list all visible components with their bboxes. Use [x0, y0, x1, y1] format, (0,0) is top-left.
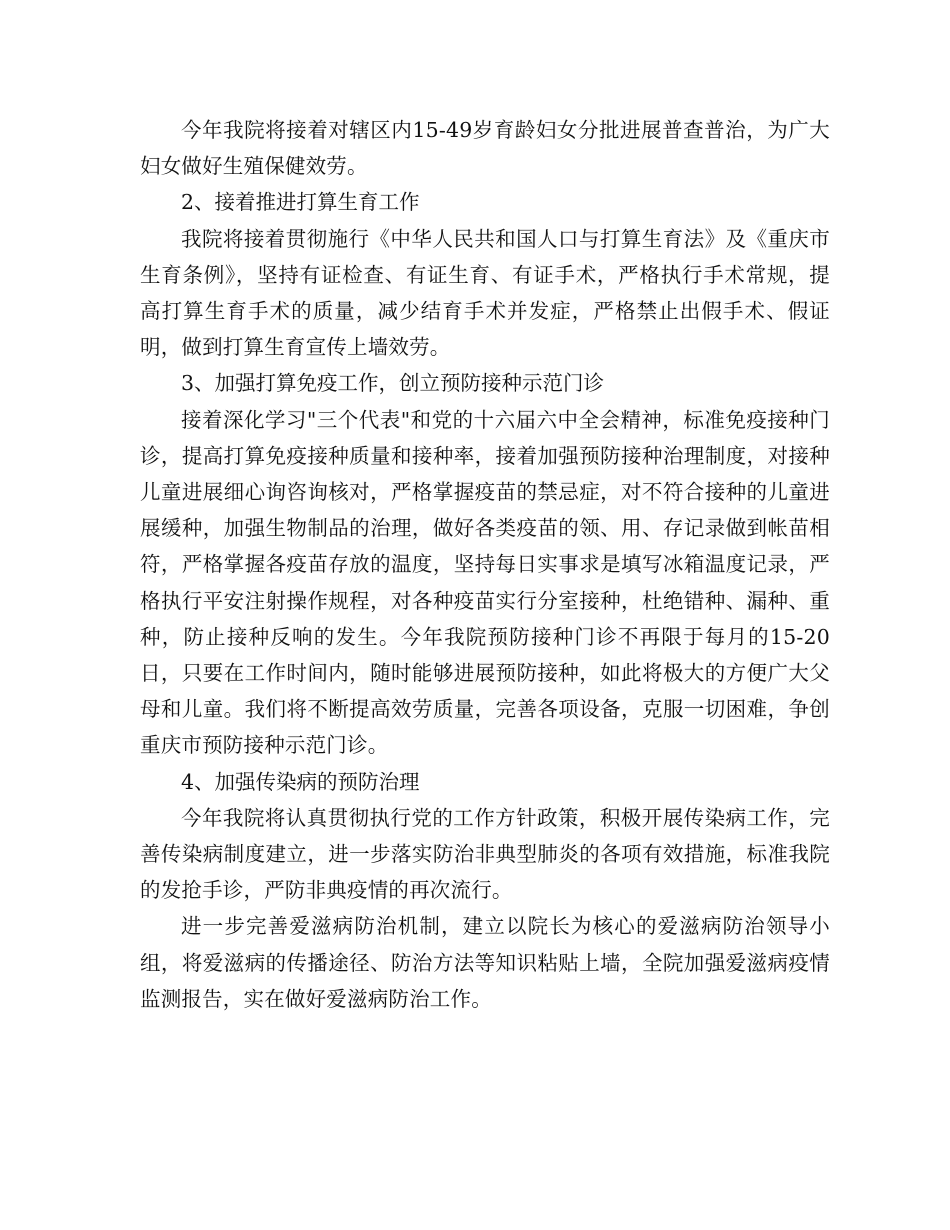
paragraph-family-planning: 我院将接着贯彻施行《中华人民共和国人口与打算生育法》及《重庆市生育条例》，坚持有证检查、有证生育、有证手术，严格执行手术常规，提高打算生育手术的质量，减少结育手术并发症，严格禁止出假手术、假证明，做到打算生育宣传上墙效劳。 [140, 226, 830, 360]
heading-immunization: 3、加强打算免疫工作，创立预防接种示范门诊 [181, 371, 605, 396]
paragraph-infectious-disease: 今年我院将认真贯彻执行党的工作方针政策，积极开展传染病工作，完善传染病制度建立，进一步落实防治非典型肺炎的各项有效措施，标准我院的发抢手诊，严防非典疫情的再次流行。 [140, 805, 830, 903]
heading-family-planning: 2、接着推进打算生育工作 [181, 190, 420, 215]
document-page [140, 112, 830, 1017]
heading-infectious-disease: 4、加强传染病的预防治理 [181, 769, 420, 794]
paragraph-aids-prevention: 进一步完善爱滋病防治机制，建立以院长为核心的爱滋病防治领导小组，将爱滋病的传播途径、防治方法等知识粘贴上墙，全院加强爱滋病疫情监测报告，实在做好爱滋病防治工作。 [140, 914, 830, 1011]
paragraph-immunization: 接着深化学习"三个代表"和党的十六届六中全会精神，标准免疫接种门诊，提高打算免疫接种质量和接种率，接着加强预防接种治理制度，对接种儿童进展细心询咨询核对，严格掌握疫苗的禁忌症，对不符合接种的儿童进展缓种，加强生物制品的治理，做好各类疫苗的领、用、存记录做到帐苗相符，严格掌握各疫苗存放的温度，坚持每日实事求是填写冰箱温度记录，严格执行平安注射操作规程，对各种疫苗实行分室接种，杜绝错种、漏种、重种，防止接种反响的发生。今年我院预防接种门诊不再限于每月的15-20日，只要在工作时间内，随时能够进展预防接种，如此将极大的方便广大父母和儿童。我们将不断提高效劳质量，完善各项设备，克服一切困难，争创重庆市预防接种示范门诊。 [140, 407, 830, 758]
paragraph-screening: 今年我院将接着对辖区内15-49岁育龄妇女分批进展普查普治，为广大妇女做好生殖保健效劳。 [140, 118, 830, 179]
